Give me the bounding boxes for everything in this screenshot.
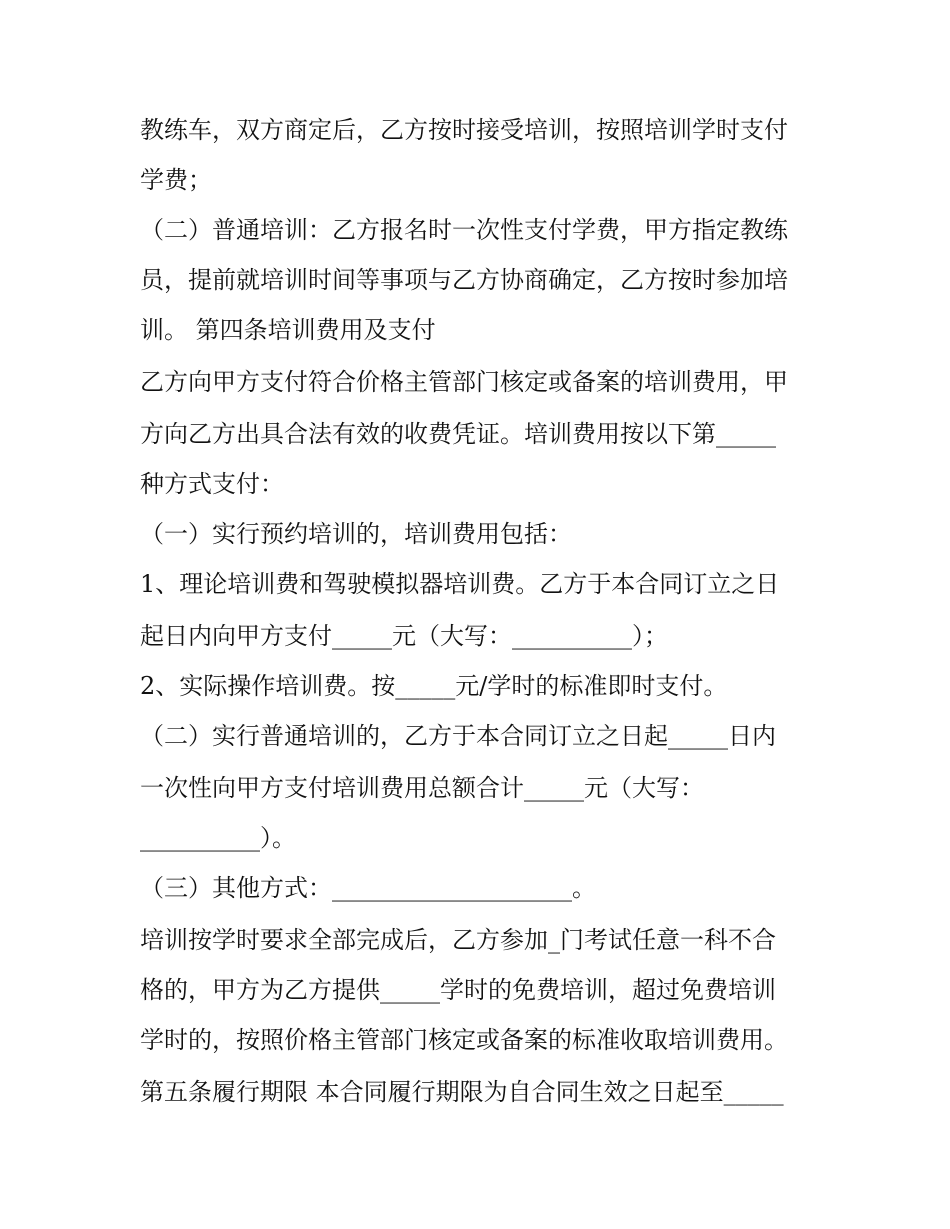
text-line: 教练车，双方商定后，乙方按时接受培训，按照培训学时支付	[140, 116, 788, 144]
text-line: 乙方向甲方支付符合价格主管部门核定或备案的培训费用，甲	[140, 368, 788, 396]
text-line: 一次性向甲方支付培训费用总额合计_____元（大写：	[140, 774, 704, 802]
text-line: 1、理论培训费和驾驶模拟器培训费。乙方于本合同订立之日	[140, 570, 780, 598]
text-line: 种方式支付：	[140, 470, 284, 498]
text-line: 培训按学时要求全部完成后，乙方参加_门考试任意一科不合	[140, 926, 776, 954]
text-line: 起日内向甲方支付_____元（大写：__________）；	[140, 622, 668, 650]
text-line: 学时的，按照价格主管部门核定或备案的标准收取培训费用。	[140, 1026, 788, 1054]
text-line: 员，提前就培训时间等事项与乙方协商确定，乙方按时参加培	[140, 266, 788, 294]
text-line: __________）。	[140, 824, 296, 852]
text-line: （一）实行预约培训的，培训费用包括：	[140, 520, 572, 548]
text-line: 第五条履行期限 本合同履行期限为自合同生效之日起至_____	[140, 1078, 784, 1106]
text-line: 学费；	[140, 166, 212, 194]
text-line: 训。 第四条培训费用及支付	[140, 316, 436, 344]
text-line: 方向乙方出具合法有效的收费凭证。培训费用按以下第_____	[140, 420, 776, 448]
text-line: 格的，甲方为乙方提供_____学时的免费培训，超过免费培训	[140, 976, 776, 1004]
text-line: （三）其他方式：____________________。	[140, 874, 596, 902]
text-line: 2、实际操作培训费。按_____元/学时的标准即时支付。	[140, 672, 728, 700]
text-line: （二）普通培训：乙方报名时一次性支付学费，甲方指定教练	[140, 216, 788, 244]
text-line: （二）实行普通培训的，乙方于本合同订立之日起_____日内	[140, 722, 776, 750]
